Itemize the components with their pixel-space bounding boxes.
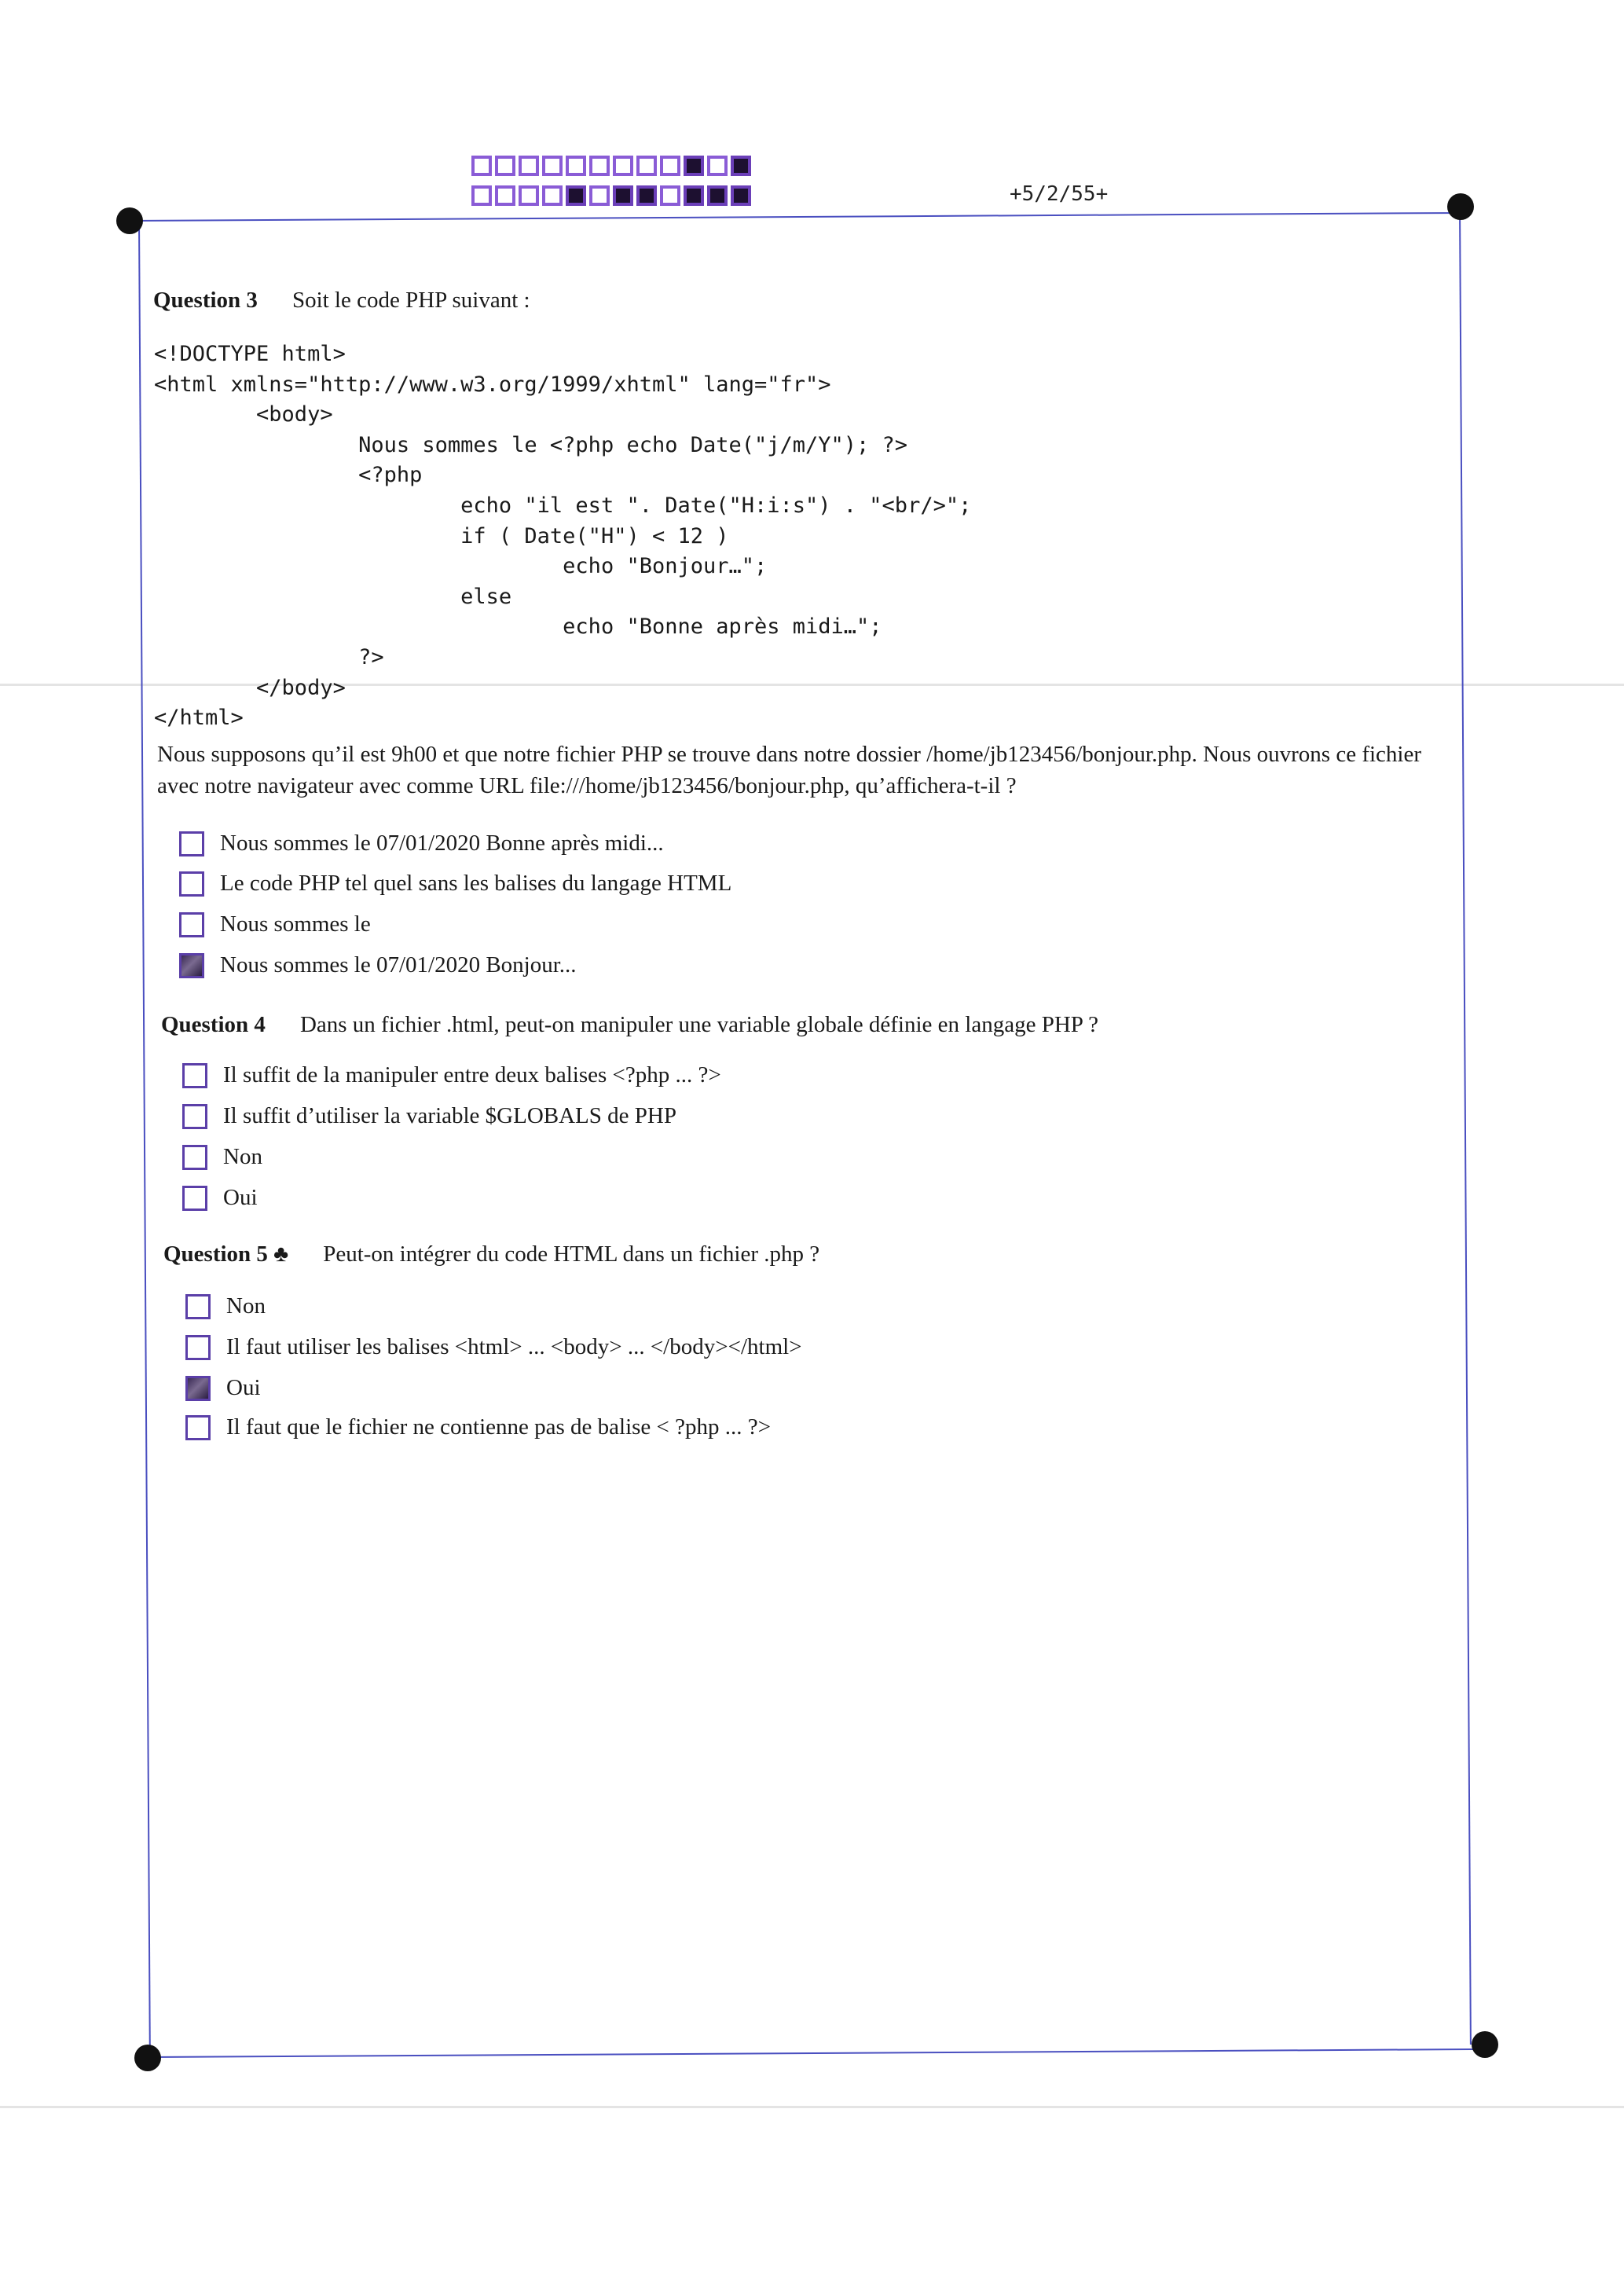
barcode-cell-empty — [519, 185, 539, 206]
question-label: Question 3 — [153, 288, 258, 313]
barcode-cell-empty — [471, 185, 492, 206]
answer-label: Nous sommes le — [220, 911, 371, 937]
question-4-header — [161, 1012, 1098, 1038]
question-label: Question 5 ♣ — [163, 1242, 289, 1267]
scan-line — [0, 2106, 1624, 2108]
question-3-header — [153, 288, 530, 314]
answer-checkbox[interactable] — [182, 1063, 207, 1088]
barcode-cell-filled — [613, 185, 633, 206]
barcode-cell-filled — [566, 185, 586, 206]
question-label: Question 4 — [161, 1012, 266, 1037]
answer-label: Non — [223, 1144, 262, 1169]
corner-marker-top-right — [1447, 193, 1474, 220]
barcode-cell-filled — [731, 156, 751, 176]
barcode-cell-filled — [684, 156, 704, 176]
answer-checkbox[interactable] — [179, 912, 204, 937]
answer-label: Oui — [226, 1375, 261, 1400]
barcode-row-1 — [471, 156, 751, 176]
answer-label: Il suffit de la manipuler entre deux balises <?php ... ?> — [223, 1062, 721, 1087]
barcode-cell-empty — [519, 156, 539, 176]
answer-label: Nous sommes le 07/01/2020 Bonne après midi... — [220, 831, 664, 856]
barcode-cell-filled — [684, 185, 704, 206]
answer-option[interactable] — [179, 911, 371, 937]
frame-right-line — [1459, 206, 1472, 2045]
question-text: Peut-on intégrer du code HTML dans un fichier .php ? — [323, 1242, 820, 1267]
answer-option[interactable] — [179, 831, 664, 856]
answer-label: Oui — [223, 1185, 258, 1210]
answer-option[interactable] — [179, 871, 731, 897]
answer-option[interactable] — [185, 1334, 802, 1360]
barcode-cell-empty — [636, 156, 657, 176]
corner-marker-bottom-right — [1472, 2031, 1498, 2058]
corner-marker-bottom-left — [134, 2045, 161, 2071]
barcode-cell-empty — [495, 185, 515, 206]
barcode-cell-empty — [542, 185, 563, 206]
barcode-cell-empty — [589, 156, 610, 176]
barcode-cell-filled — [707, 185, 728, 206]
answer-option[interactable] — [185, 1414, 771, 1440]
question-text: Dans un fichier .html, peut-on manipuler une variable globale définie en langage PHP ? — [299, 1012, 1098, 1037]
answer-option[interactable] — [185, 1293, 266, 1319]
answer-label: Il faut utiliser les balises <html> ... <body> ... </body></html> — [226, 1334, 802, 1359]
barcode-cell-empty — [471, 156, 492, 176]
answer-option[interactable] — [182, 1144, 262, 1170]
frame-left-line — [138, 220, 151, 2059]
question-3-paragraph: Nous supposons qu’il est 9h00 et que notre fichier PHP se trouve dans notre dossier /home/jb123456/bonjour.php. Nous ouvrons ce fichier avec notre navigateur avec comme URL file:///home/jb123456/bonjour.php, qu’affichera-t-il ? — [157, 742, 1422, 798]
page-id: +5/2/55+ — [1010, 182, 1109, 206]
answer-label: Il faut que le fichier ne contienne pas de balise < ?php ... ?> — [226, 1414, 771, 1440]
question-5-header — [163, 1242, 819, 1267]
answer-option[interactable] — [179, 952, 577, 978]
frame-bottom-line — [148, 2048, 1487, 2058]
answer-checkbox[interactable] — [185, 1294, 211, 1319]
barcode-cell-empty — [542, 156, 563, 176]
answer-checkbox[interactable] — [179, 871, 204, 897]
answer-option[interactable] — [182, 1103, 676, 1129]
barcode-cell-filled — [731, 185, 751, 206]
answer-checkbox[interactable] — [185, 1415, 211, 1440]
barcode-cell-empty — [660, 156, 680, 176]
answer-checkbox[interactable] — [185, 1335, 211, 1360]
answer-label: Le code PHP tel quel sans les balises du langage HTML — [220, 871, 732, 896]
barcode-cell-filled — [636, 185, 657, 206]
barcode-row-2 — [471, 185, 751, 206]
answer-checkbox[interactable] — [179, 831, 204, 856]
corner-marker-top-left — [116, 207, 143, 234]
php-code-block: <!DOCTYPE html> <html xmlns="http://www.w3.org/1999/xhtml" lang="fr"> <body> Nous sommes le <?php echo Date("j/m/Y"); ?> <?php echo "il est ". Date("H:i:s") . "<br/>"; if ( Date("H") < 12 ) echo "Bonjour…"; else echo "Bonne après midi…"; ?> </body> </html> — [154, 342, 972, 731]
question-text: Soit le code PHP suivant : — [291, 288, 530, 313]
barcode-cell-empty — [707, 156, 728, 176]
answer-label: Non — [226, 1293, 266, 1319]
barcode-cell-empty — [495, 156, 515, 176]
barcode-cell-empty — [660, 185, 680, 206]
barcode-cell-empty — [589, 185, 610, 206]
answer-option[interactable] — [185, 1375, 261, 1401]
answer-checkbox[interactable] — [182, 1104, 207, 1129]
barcode-cell-empty — [613, 156, 633, 176]
answer-checkbox-checked[interactable] — [185, 1376, 211, 1401]
frame-top-line — [130, 212, 1461, 222]
barcode-cell-empty — [566, 156, 586, 176]
answer-checkbox-checked[interactable] — [179, 953, 204, 978]
answer-checkbox[interactable] — [182, 1145, 207, 1170]
answer-checkbox[interactable] — [182, 1186, 207, 1211]
answer-label: Il suffit d’utiliser la variable $GLOBALS de PHP — [223, 1103, 676, 1128]
answer-option[interactable] — [182, 1062, 721, 1088]
answer-label: Nous sommes le 07/01/2020 Bonjour... — [220, 952, 577, 977]
answer-option[interactable] — [182, 1185, 258, 1211]
